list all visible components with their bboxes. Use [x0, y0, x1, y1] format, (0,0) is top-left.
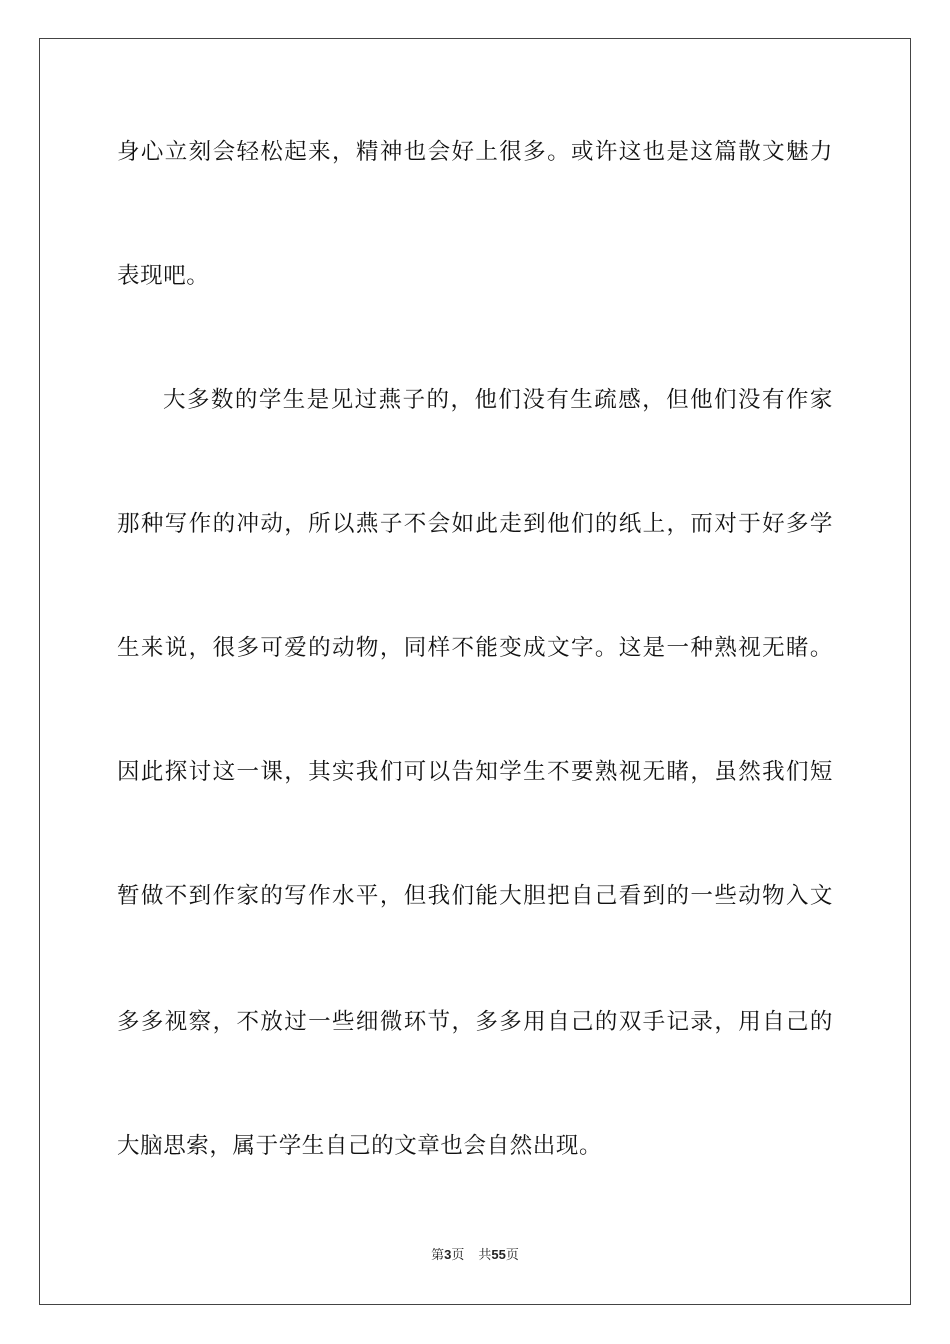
total-label-prefix: 共 [478, 1248, 492, 1263]
body-text-line: 多多视察，不放过一些细微环节，多多用自己的双手记录，用自己的 [117, 1009, 833, 1035]
page-number: 3 [444, 1247, 452, 1262]
body-text-line: 身心立刻会轻松起来，精神也会好上很多。或许这也是这篇散文魅力 [117, 139, 833, 165]
body-text-line: 大脑思索，属于学生自己的文章也会自然出现。 [117, 1133, 603, 1159]
body-text-line: 那种写作的冲动，所以燕子不会如此走到他们的纸上，而对于好多学 [117, 511, 833, 537]
body-text-line: 因此探讨这一课，其实我们可以告知学生不要熟视无睹，虽然我们短 [117, 759, 833, 785]
page-frame [39, 38, 911, 1305]
body-text-line: 生来说，很多可爱的动物，同样不能变成文字。这是一种熟视无睹。 [117, 635, 833, 661]
page-label-suffix: 页 [451, 1248, 465, 1263]
body-text-line: 暂做不到作家的写作水平，但我们能大胆把自己看到的一些动物入文 [117, 883, 833, 909]
page-label-prefix: 第 [431, 1248, 445, 1263]
body-text-line: 表现吧。 [117, 263, 210, 289]
total-label-suffix: 页 [505, 1248, 519, 1263]
page-footer [0, 1246, 950, 1265]
total-pages: 55 [491, 1247, 506, 1262]
body-text-line: 大多数的学生是见过燕子的，他们没有生疏感，但他们没有作家 [163, 387, 833, 413]
